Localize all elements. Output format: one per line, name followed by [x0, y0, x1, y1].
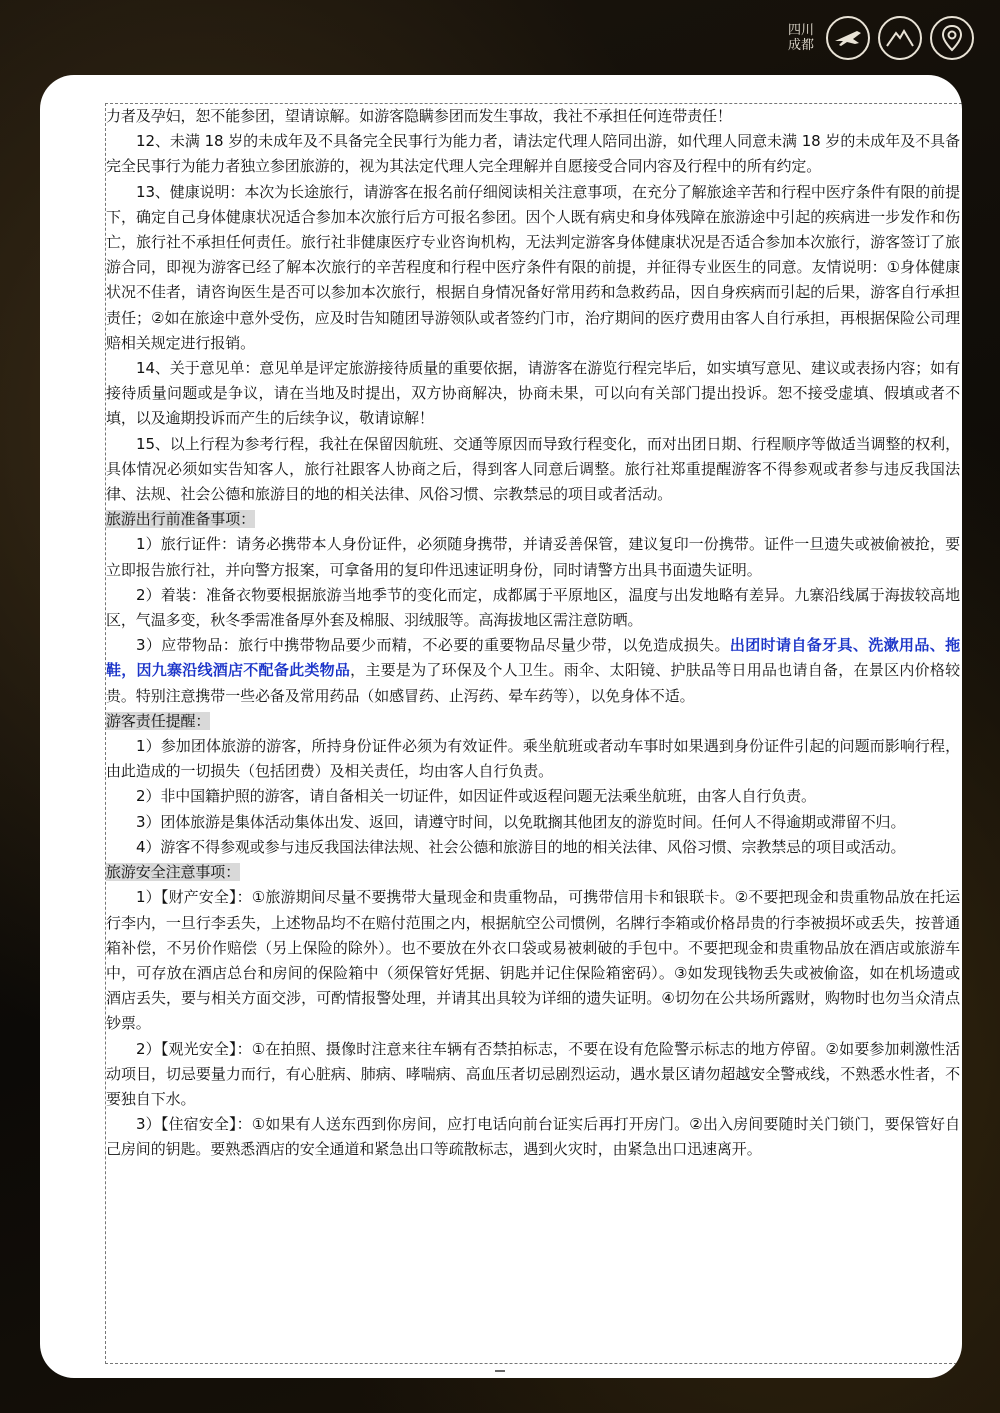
paragraph-items-to-bring [106, 633, 962, 709]
paragraph-itinerary-reference: 15、以上行程为参考行程，我社在保留因航班、交通等原因而导致行程变化，而对出团日期、行程顺序等做适当调整的权利，具体情况必须如实告知客人，旅行社跟客人协商之后，得到客人同意后调整。旅行社郑重提醒游客不得参观或者参与违反我国法律、法规、社会公德和旅游目的地的相关法律、风俗习惯、宗教禁忌的项目或者活动。 [106, 434, 960, 504]
items-text-c: ，主要是为了环保及个人卫生。雨伞、太阳镜、护肤品等日用品也请自备，在景区内价格较贵。特别注意携带一些必备及常用药品（如感冒药、止泻药、晕车药等），以免身体不适。 [106, 661, 960, 705]
notice-text-area [105, 103, 962, 1364]
heading-preparation-text: 旅游出行前准备事项： [106, 510, 256, 529]
paragraph-accommodation-safety: 3）【住宿安全】：①如果有人送东西到你房间，应打电话向前台证实后再打开房门。②出入房间要随时关门锁门，要保管好自己房间的钥匙。要熟悉酒店的安全通道和紧急出口等疏散标志，遇到火灾时，由紧急出口迅速离开。 [106, 1115, 960, 1159]
paragraph-travel-documents: 1）旅行证件：请务必携带本人身份证件，必须随身携带，并请妥善保管，建议复印一份携带。证件一旦遗失或被偷被抢，要立即报告旅行社，并向警方报案，可拿备用的复印件迅速证明身份，同时请警方出具书面遗失证明。 [106, 535, 960, 579]
paragraph-clothing: 2）着装：准备衣物要根据旅游当地季节的变化而定，成都属于平原地区，温度与出发地略有差异。九寨沿线属于海拔较高地区，气温多变，秋冬季需准备厚外套及棉服、羽绒服等。高海拔地区需注意防晒。 [106, 585, 960, 630]
paragraph-foreign-passport: 2）非中国籍护照的游客，请自备相关一切证件，如因证件或返程问题无法乘坐航班，由客人自行负责。 [136, 787, 816, 806]
region-label [788, 23, 814, 53]
paragraph-minors: 12、未满 18 岁的未成年及不具备完全民事行为能力者，请法定代理人陪同出游，如代理人同意未满 18 岁的未成年及不具备完全民事行为能力者独立参团旅游的，视为其法定代理人完全理解并自愿接受合同内容及行程中的所有约定。 [106, 132, 960, 176]
heading-preparation [106, 507, 962, 532]
mountain-icon [878, 16, 922, 60]
heading-responsibility-text: 游客责任提醒： [106, 711, 211, 730]
paragraph-law-compliance: 4）游客不得参观或参与违反我国法律法规、社会公德和旅游目的地的相关法律、风俗习惯、宗教禁忌的项目或活动。 [136, 837, 906, 856]
items-text-a: 3）应带物品：旅行中携带物品要少而精，不必要的重要物品尽量少带，以免造成损失。 [136, 636, 730, 655]
header-logos [788, 16, 974, 60]
paragraph-feedback-form: 14、关于意见单：意见单是评定旅游接待质量的重要依据，请游客在游览行程完毕后，如实填写意见、建议或表扬内容；如有接待质量问题或是争议，请在当地及时提出，双方协商解决，协商未果，可以向有关部门提出投诉。恕不接受虚填、假填或者不填，以及逾期投诉而产生的后续争议，敬请谅解！ [106, 359, 960, 428]
heading-safety-text: 旅游安全注意事项： [106, 863, 241, 882]
heading-responsibility [106, 709, 962, 734]
region-line-1: 四川 [787, 23, 814, 38]
airplane-icon [826, 16, 870, 60]
paragraph-property-safety: 1）【财产安全】：①旅游期间尽量不要携带大量现金和贵重物品，可携带信用卡和银联卡。②不要把现金和贵重物品放在托运行李内，一旦行李丢失，上述物品均不在赔付范围之内，根据航空公司惯例，名牌行李箱或价格昂贵的行李被损坏或丢失，按普通箱补偿，不另价作赔偿（另上保险的除外）。也不要放在外衣口袋或易被刺破的手包中。不要把现金和贵重物品放在酒店或旅游车中，可存放在酒店总台和房间的保险箱中（须保管好凭据、钥匙并记住保险箱密码）。③如发现钱物丢失或被偷盗，如在机场遗或酒店丢失，要与相关方面交涉，可酌情报警处理，并请其出具较为详细的遗失证明。④切勿在公共场所露财，购物时也勿当众清点钞票。 [106, 888, 960, 1033]
content-card [40, 75, 962, 1378]
paragraph-group-schedule: 3）团体旅游是集体活动集体出发、返回，请遵守时间，以免耽搁其他团友的游览时间。任何人不得逾期或滞留不归。 [136, 812, 906, 831]
items-highlight: 出团时请自备牙具、洗漱用品、拖鞋，因九寨沿线酒店不配备此类物品 [106, 636, 960, 680]
paragraph-participation-note: 力者及孕妇，恕不能参团，望请谅解。如游客隐瞒参团而发生事故，我社不承担任何连带责任！ [106, 107, 732, 125]
paragraph-sightseeing-safety: 2）【观光安全】：①在拍照、摄像时注意来往车辆有否禁拍标志，不要在设有危险警示标志的地方停留。②如要参加刺激性活动项目，切忌要量力而行，有心脏病、肺病、哮喘病、高血压者切忌剧烈运动，遇水景区请勿超越安全警戒线，不熟悉水性者，不要独自下水。 [106, 1039, 960, 1108]
region-line-2: 成都 [787, 38, 814, 53]
location-pin-icon [930, 16, 974, 60]
heading-safety [106, 860, 962, 885]
paragraph-health: 13、健康说明：本次为长途旅行，请游客在报名前仔细阅读相关注意事项，在充分了解旅途辛苦和行程中医疗条件有限的前提下，确定自己身体健康状况适合参加本次旅行后方可报名参团。因个人既有病史和身体残障在旅游途中引起的疾病进一步发作和伤亡，旅行社不承担任何责任。旅行社非健康医疗专业咨询机构，无法判定游客身体健康状况是否适合参加本次旅行，游客签订了旅游合同，即视为游客已经了解本次旅行的辛苦程度和行程中医疗条件有限的前提，并征得专业医生的同意。友情说明：①身体健康状况不佳者，请咨询医生是否可以参加本次旅行，根据自身情况备好常用药和急救药品，因自身疾病而引起的后果，游客自行承担责任；②如在旅途中意外受伤，应及时告知随团导游领队或者签约门市，治疗期间的医疗费用由客人自行承担，再根据保险公司理赔相关规定进行报销。 [106, 182, 960, 352]
paragraph-valid-id: 1）参加团体旅游的游客，所持身份证件必须为有效证件。乘坐航班或者动车事时如果遇到身份证件引起的问题而影响行程，由此造成的一切损失（包括团费）及相关责任，均由客人自行负责。 [106, 737, 960, 781]
page-indicator [495, 1370, 505, 1372]
